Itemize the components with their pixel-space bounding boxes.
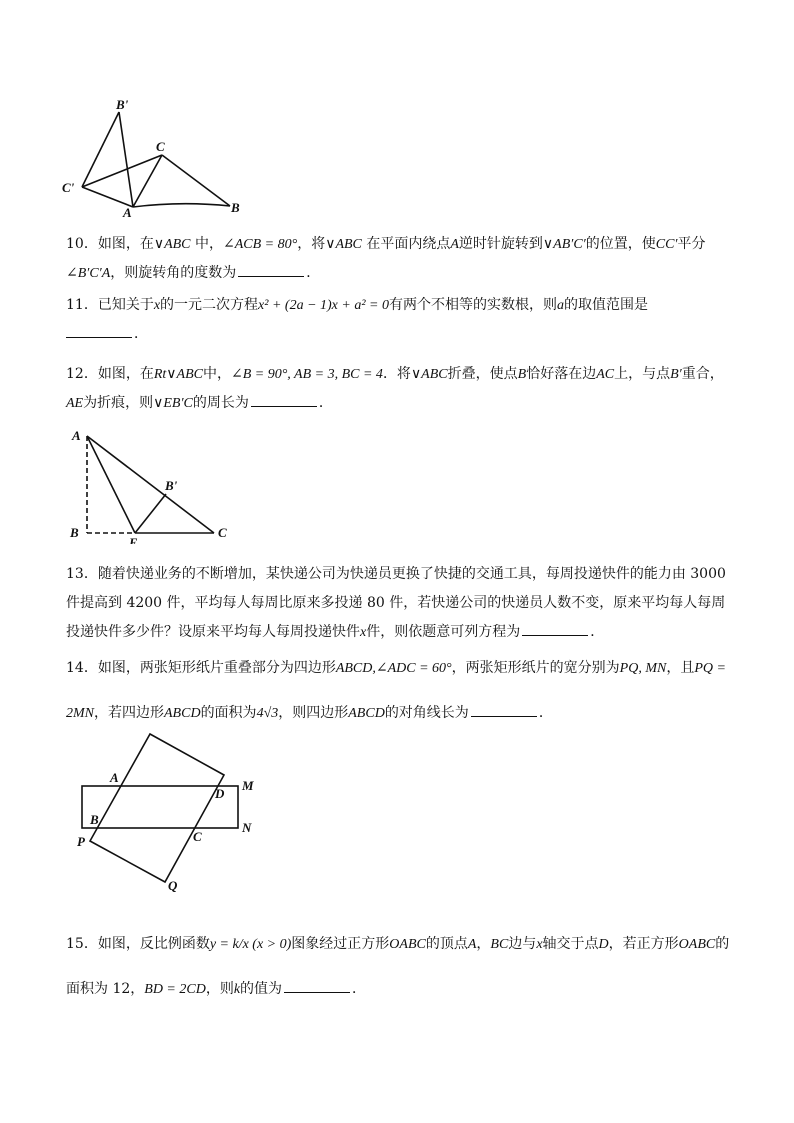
question-14: 14．如图，两张矩形纸片重叠部分为四边形ABCD,∠ADC = 60°，两张矩形纸片的宽分别为PQ, MN，且PQ = 2MN，若四边形ABCD的面积为4√3，则四边形ABCD的对角线长为 ． (66, 660, 726, 721)
fig10-label-b: B (231, 200, 240, 215)
figure-q12 (62, 424, 242, 544)
fig14-label-q: Q (168, 878, 178, 893)
fig14-label-a: A (110, 770, 119, 785)
fig12-label-c: C (218, 525, 227, 540)
answer-blank-11[interactable] (66, 320, 132, 338)
fig14-label-b: B (90, 812, 99, 827)
answer-blank-10[interactable] (238, 259, 304, 277)
figure-q14 (72, 728, 272, 898)
fig12-label-b: B (70, 525, 79, 540)
fig14-label-p: P (77, 834, 85, 849)
fig10-label-a: A (123, 205, 132, 220)
question-11: 11．已知关于x的一元二次方程x² + (2a − 1)x + a² = 0有两个不相等的实数根，则a的取值范围是 ． (66, 297, 648, 342)
answer-blank-12[interactable] (251, 389, 317, 407)
figure-q10 (56, 92, 256, 222)
answer-blank-14[interactable] (471, 699, 537, 717)
fig10-label-bprime: B' (116, 97, 129, 112)
fig12-label-bprime: B' (165, 478, 178, 493)
fig14-label-m: M (242, 778, 254, 793)
answer-blank-15[interactable] (284, 975, 350, 993)
fig14-label-n: N (242, 820, 252, 835)
fig10-label-cprime: C' (62, 180, 75, 195)
answer-blank-13[interactable] (522, 618, 588, 636)
question-10: 10．如图，在∨ABC 中，∠ACB = 80°，将∨ABC 在平面内绕点A逆时针旋转到∨AB′C′的位置，使CC′平分∠B′C′A，则旋转角的度数为 ． (66, 236, 706, 281)
fig10-label-c: C (156, 139, 165, 154)
fig14-label-d: D (215, 786, 225, 801)
fig14-label-c: C (193, 829, 202, 844)
question-13: 13．随着快递业务的不断增加，某快递公司为快递员更换了快捷的交通工具，每周投递快件的能力由 3000 件提高到 4200 件，平均每人每周比原来多投递 80 件，若快递公司的快递员人数不变，原来平均每人每周投递快件多少件？设原来平均每人每周投递快件x件，则依题意可列方程为 ． (66, 566, 726, 640)
question-12: 12．如图，在Rt∨ABC中，∠B = 90°, AB = 3, BC = 4．将∨ABC折叠，使点B恰好落在边AC上，与点B′重合，AE为折痕，则∨EB′C的周长为 ． (66, 366, 724, 411)
fig12-label-e: E (129, 535, 138, 544)
question-15: 15．如图，反比例函数y = k/x (x > 0)图象经过正方形OABC的顶点A，BC边与x轴交于点D，若正方形OABC的面积为 12，BD = 2CD，则k的值为 ． (66, 936, 730, 997)
fig12-label-a: A (72, 428, 81, 443)
